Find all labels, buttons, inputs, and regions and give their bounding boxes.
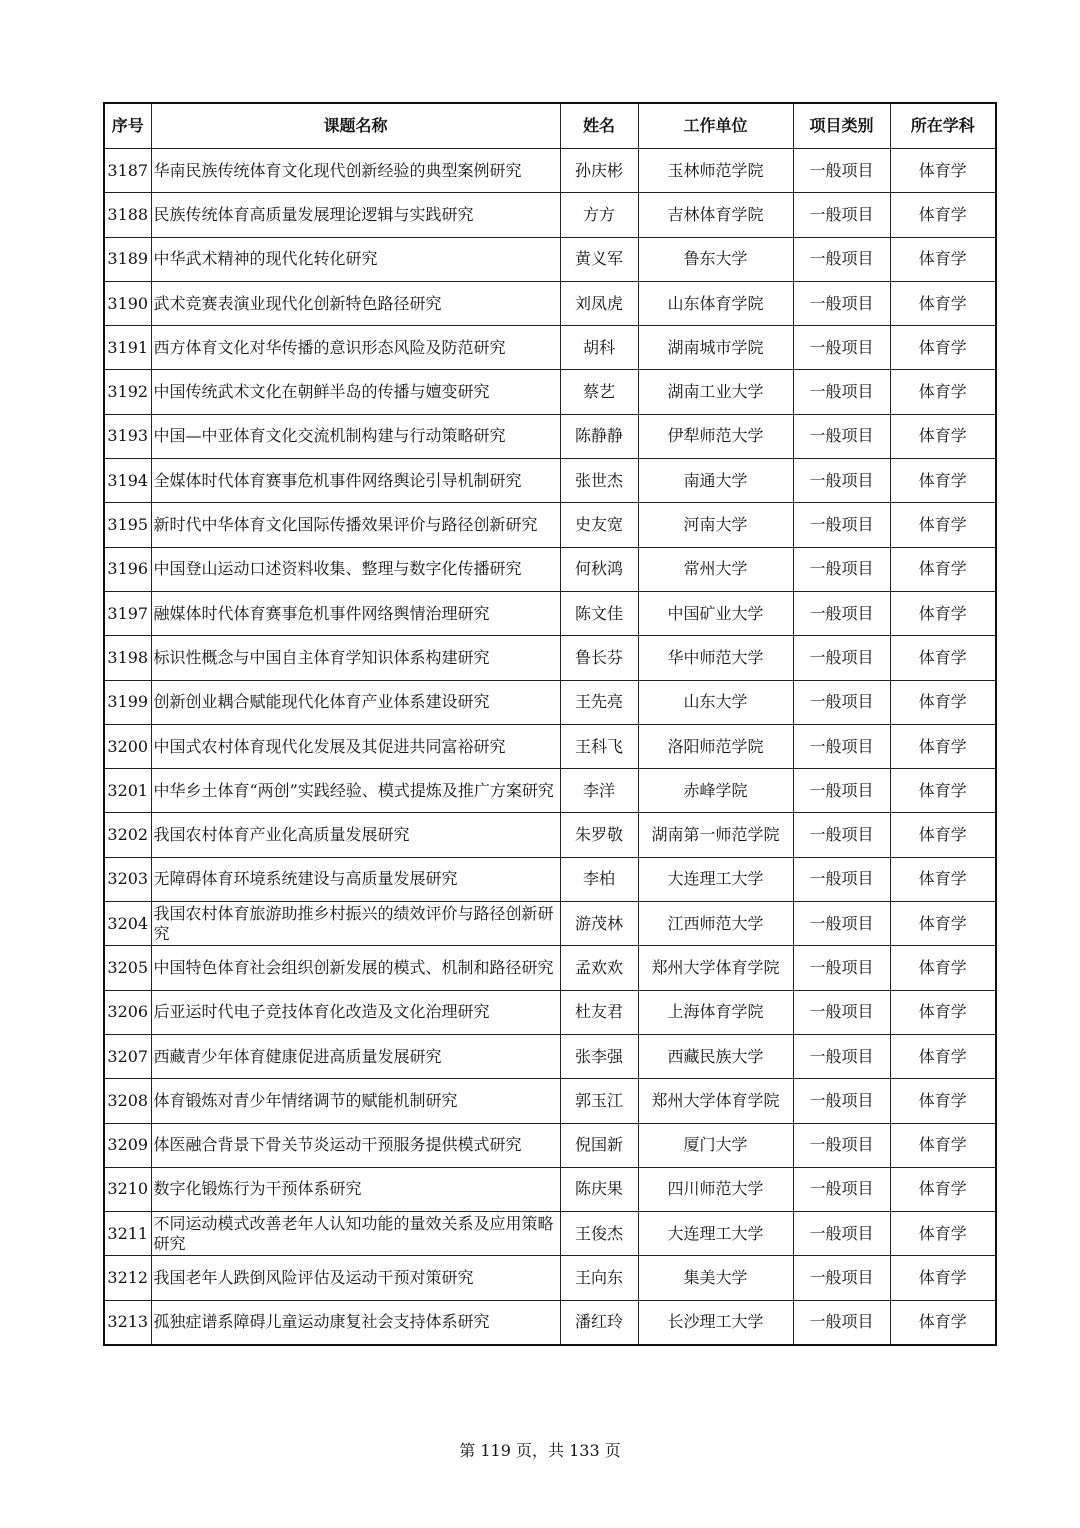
table-row — [104, 769, 996, 813]
cell-name: 孙庆彬 — [560, 149, 638, 193]
cell-unit: 玉林师范学院 — [638, 149, 793, 193]
cell-title: 全媒体时代体育赛事危机事件网络舆论引导机制研究 — [151, 459, 560, 503]
cell-title: 孤独症谱系障碍儿童运动康复社会支持体系研究 — [151, 1300, 560, 1345]
table-row — [104, 149, 996, 193]
table-row — [104, 1256, 996, 1300]
cell-name: 胡科 — [560, 326, 638, 370]
cell-no: 3195 — [104, 503, 151, 547]
table-row — [104, 326, 996, 370]
cell-type: 一般项目 — [793, 946, 890, 990]
cell-type: 一般项目 — [793, 902, 890, 946]
cell-type: 一般项目 — [793, 769, 890, 813]
header-unit: 工作单位 — [638, 103, 793, 149]
cell-title: 中国式农村体育现代化发展及其促进共同富裕研究 — [151, 724, 560, 768]
cell-name: 陈静静 — [560, 414, 638, 458]
cell-title: 新时代中华体育文化国际传播效果评价与路径创新研究 — [151, 503, 560, 547]
header-type: 项目类别 — [793, 103, 890, 149]
cell-unit: 长沙理工大学 — [638, 1300, 793, 1345]
cell-subject: 体育学 — [890, 281, 996, 325]
cell-name: 王俊杰 — [560, 1212, 638, 1256]
table-row — [104, 1034, 996, 1078]
cell-subject: 体育学 — [890, 414, 996, 458]
cell-no: 3188 — [104, 193, 151, 237]
cell-unit: 南通大学 — [638, 459, 793, 503]
table-row — [104, 503, 996, 547]
table-row — [104, 414, 996, 458]
cell-subject: 体育学 — [890, 1079, 996, 1123]
cell-type: 一般项目 — [793, 414, 890, 458]
cell-name: 陈文佳 — [560, 591, 638, 635]
cell-type: 一般项目 — [793, 1300, 890, 1345]
cell-name: 蔡艺 — [560, 370, 638, 414]
cell-type: 一般项目 — [793, 636, 890, 680]
table-row — [104, 857, 996, 901]
cell-unit: 吉林体育学院 — [638, 193, 793, 237]
cell-subject: 体育学 — [890, 149, 996, 193]
table-row — [104, 193, 996, 237]
cell-subject: 体育学 — [890, 1256, 996, 1300]
cell-no: 3194 — [104, 459, 151, 503]
cell-subject: 体育学 — [890, 193, 996, 237]
cell-subject: 体育学 — [890, 636, 996, 680]
header-row — [104, 103, 996, 149]
cell-subject: 体育学 — [890, 946, 996, 990]
cell-unit: 华中师范大学 — [638, 636, 793, 680]
cell-subject: 体育学 — [890, 1212, 996, 1256]
cell-no: 3208 — [104, 1079, 151, 1123]
cell-no: 3212 — [104, 1256, 151, 1300]
table-row — [104, 990, 996, 1034]
cell-title: 中华乡土体育“两创”实践经验、模式提炼及推广方案研究 — [151, 769, 560, 813]
cell-unit: 赤峰学院 — [638, 769, 793, 813]
header-title: 课题名称 — [151, 103, 560, 149]
table-row — [104, 1212, 996, 1256]
cell-name: 黄义军 — [560, 237, 638, 281]
cell-title: 体医融合背景下骨关节炎运动干预服务提供模式研究 — [151, 1123, 560, 1167]
header-subject: 所在学科 — [890, 103, 996, 149]
cell-name: 方方 — [560, 193, 638, 237]
cell-title: 不同运动模式改善老年人认知功能的量效关系及应用策略研究 — [151, 1212, 560, 1256]
cell-type: 一般项目 — [793, 547, 890, 591]
cell-unit: 山东体育学院 — [638, 281, 793, 325]
cell-subject: 体育学 — [890, 1300, 996, 1345]
cell-name: 史友宽 — [560, 503, 638, 547]
table-row — [104, 370, 996, 414]
table-row — [104, 1167, 996, 1211]
cell-name: 倪国新 — [560, 1123, 638, 1167]
cell-no: 3197 — [104, 591, 151, 635]
cell-unit: 集美大学 — [638, 1256, 793, 1300]
cell-no: 3193 — [104, 414, 151, 458]
cell-unit: 中国矿业大学 — [638, 591, 793, 635]
cell-subject: 体育学 — [890, 326, 996, 370]
cell-title: 融媒体时代体育赛事危机事件网络舆情治理研究 — [151, 591, 560, 635]
cell-subject: 体育学 — [890, 370, 996, 414]
cell-no: 3201 — [104, 769, 151, 813]
cell-title: 中国特色体育社会组织创新发展的模式、机制和路径研究 — [151, 946, 560, 990]
table-row — [104, 680, 996, 724]
cell-no: 3213 — [104, 1300, 151, 1345]
cell-type: 一般项目 — [793, 813, 890, 857]
cell-unit: 厦门大学 — [638, 1123, 793, 1167]
cell-name: 张李强 — [560, 1034, 638, 1078]
cell-name: 郭玉江 — [560, 1079, 638, 1123]
cell-subject: 体育学 — [890, 990, 996, 1034]
cell-subject: 体育学 — [890, 857, 996, 901]
cell-subject: 体育学 — [890, 237, 996, 281]
cell-no: 3192 — [104, 370, 151, 414]
cell-unit: 常州大学 — [638, 547, 793, 591]
cell-type: 一般项目 — [793, 503, 890, 547]
table-row — [104, 636, 996, 680]
cell-no: 3206 — [104, 990, 151, 1034]
cell-unit: 湖南第一师范学院 — [638, 813, 793, 857]
cell-type: 一般项目 — [793, 1256, 890, 1300]
cell-name: 孟欢欢 — [560, 946, 638, 990]
cell-type: 一般项目 — [793, 724, 890, 768]
cell-subject: 体育学 — [890, 1167, 996, 1211]
projects-table — [103, 102, 997, 1346]
cell-name: 王科飞 — [560, 724, 638, 768]
table-row — [104, 1079, 996, 1123]
cell-type: 一般项目 — [793, 149, 890, 193]
cell-unit: 四川师范大学 — [638, 1167, 793, 1211]
cell-title: 中国传统武术文化在朝鲜半岛的传播与嬗变研究 — [151, 370, 560, 414]
cell-title: 西方体育文化对华传播的意识形态风险及防范研究 — [151, 326, 560, 370]
cell-type: 一般项目 — [793, 1167, 890, 1211]
cell-type: 一般项目 — [793, 370, 890, 414]
cell-unit: 鲁东大学 — [638, 237, 793, 281]
cell-name: 潘红玲 — [560, 1300, 638, 1345]
cell-title: 体育锻炼对青少年情绪调节的赋能机制研究 — [151, 1079, 560, 1123]
table-row — [104, 281, 996, 325]
cell-type: 一般项目 — [793, 1123, 890, 1167]
cell-title: 我国农村体育产业化高质量发展研究 — [151, 813, 560, 857]
cell-no: 3200 — [104, 724, 151, 768]
table-row — [104, 591, 996, 635]
table-row — [104, 237, 996, 281]
cell-title: 中国登山运动口述资料收集、整理与数字化传播研究 — [151, 547, 560, 591]
cell-no: 3210 — [104, 1167, 151, 1211]
cell-type: 一般项目 — [793, 326, 890, 370]
cell-title: 西藏青少年体育健康促进高质量发展研究 — [151, 1034, 560, 1078]
page-footer: 第 119 页，共 133 页 — [459, 1441, 621, 1460]
cell-title: 无障碍体育环境系统建设与高质量发展研究 — [151, 857, 560, 901]
table-row — [104, 813, 996, 857]
cell-unit: 江西师范大学 — [638, 902, 793, 946]
cell-type: 一般项目 — [793, 1079, 890, 1123]
cell-no: 3207 — [104, 1034, 151, 1078]
cell-subject: 体育学 — [890, 1034, 996, 1078]
table-row — [104, 459, 996, 503]
cell-title: 华南民族传统体育文化现代创新经验的典型案例研究 — [151, 149, 560, 193]
cell-no: 3204 — [104, 902, 151, 946]
cell-type: 一般项目 — [793, 857, 890, 901]
cell-name: 杜友君 — [560, 990, 638, 1034]
cell-subject: 体育学 — [890, 591, 996, 635]
table-row — [104, 547, 996, 591]
cell-type: 一般项目 — [793, 193, 890, 237]
cell-no: 3190 — [104, 281, 151, 325]
cell-name: 王向东 — [560, 1256, 638, 1300]
cell-type: 一般项目 — [793, 680, 890, 724]
cell-no: 3211 — [104, 1212, 151, 1256]
table-row — [104, 946, 996, 990]
table-body — [104, 149, 996, 1346]
cell-no: 3202 — [104, 813, 151, 857]
cell-no: 3187 — [104, 149, 151, 193]
table-row — [104, 724, 996, 768]
cell-unit: 伊犁师范大学 — [638, 414, 793, 458]
cell-title: 我国老年人跌倒风险评估及运动干预对策研究 — [151, 1256, 560, 1300]
cell-type: 一般项目 — [793, 459, 890, 503]
cell-type: 一般项目 — [793, 1212, 890, 1256]
header-name: 姓名 — [560, 103, 638, 149]
table-row — [104, 1300, 996, 1345]
cell-unit: 洛阳师范学院 — [638, 724, 793, 768]
cell-no: 3203 — [104, 857, 151, 901]
cell-title: 创新创业耦合赋能现代化体育产业体系建设研究 — [151, 680, 560, 724]
cell-title: 民族传统体育高质量发展理论逻辑与实践研究 — [151, 193, 560, 237]
cell-subject: 体育学 — [890, 459, 996, 503]
cell-name: 李柏 — [560, 857, 638, 901]
cell-unit: 郑州大学体育学院 — [638, 1079, 793, 1123]
cell-no: 3196 — [104, 547, 151, 591]
cell-name: 李洋 — [560, 769, 638, 813]
cell-name: 朱罗敬 — [560, 813, 638, 857]
cell-title: 我国农村体育旅游助推乡村振兴的绩效评价与路径创新研究 — [151, 902, 560, 946]
cell-subject: 体育学 — [890, 503, 996, 547]
cell-name: 张世杰 — [560, 459, 638, 503]
cell-name: 王先亮 — [560, 680, 638, 724]
cell-subject: 体育学 — [890, 1123, 996, 1167]
cell-title: 后亚运时代电子竞技体育化改造及文化治理研究 — [151, 990, 560, 1034]
cell-no: 3199 — [104, 680, 151, 724]
cell-name: 刘凤虎 — [560, 281, 638, 325]
cell-unit: 湖南工业大学 — [638, 370, 793, 414]
cell-name: 何秋鸿 — [560, 547, 638, 591]
cell-subject: 体育学 — [890, 724, 996, 768]
cell-subject: 体育学 — [890, 813, 996, 857]
cell-no: 3191 — [104, 326, 151, 370]
cell-type: 一般项目 — [793, 237, 890, 281]
cell-title: 中国—中亚体育文化交流机制构建与行动策略研究 — [151, 414, 560, 458]
cell-subject: 体育学 — [890, 680, 996, 724]
cell-unit: 上海体育学院 — [638, 990, 793, 1034]
cell-unit: 大连理工大学 — [638, 857, 793, 901]
cell-name: 陈庆果 — [560, 1167, 638, 1211]
cell-unit: 河南大学 — [638, 503, 793, 547]
cell-unit: 大连理工大学 — [638, 1212, 793, 1256]
table-row — [104, 1123, 996, 1167]
cell-type: 一般项目 — [793, 990, 890, 1034]
cell-unit: 郑州大学体育学院 — [638, 946, 793, 990]
cell-no: 3198 — [104, 636, 151, 680]
cell-subject: 体育学 — [890, 769, 996, 813]
cell-title: 中华武术精神的现代化转化研究 — [151, 237, 560, 281]
cell-no: 3189 — [104, 237, 151, 281]
cell-subject: 体育学 — [890, 902, 996, 946]
cell-unit: 湖南城市学院 — [638, 326, 793, 370]
table-header — [104, 103, 996, 149]
cell-unit: 西藏民族大学 — [638, 1034, 793, 1078]
cell-title: 武术竞赛表演业现代化创新特色路径研究 — [151, 281, 560, 325]
cell-unit: 山东大学 — [638, 680, 793, 724]
cell-no: 3205 — [104, 946, 151, 990]
header-no: 序号 — [104, 103, 151, 149]
cell-type: 一般项目 — [793, 1034, 890, 1078]
cell-name: 游茂林 — [560, 902, 638, 946]
cell-title: 数字化锻炼行为干预体系研究 — [151, 1167, 560, 1211]
cell-type: 一般项目 — [793, 281, 890, 325]
cell-subject: 体育学 — [890, 547, 996, 591]
table-row — [104, 902, 996, 946]
cell-no: 3209 — [104, 1123, 151, 1167]
cell-name: 鲁长芬 — [560, 636, 638, 680]
cell-title: 标识性概念与中国自主体育学知识体系构建研究 — [151, 636, 560, 680]
cell-type: 一般项目 — [793, 591, 890, 635]
